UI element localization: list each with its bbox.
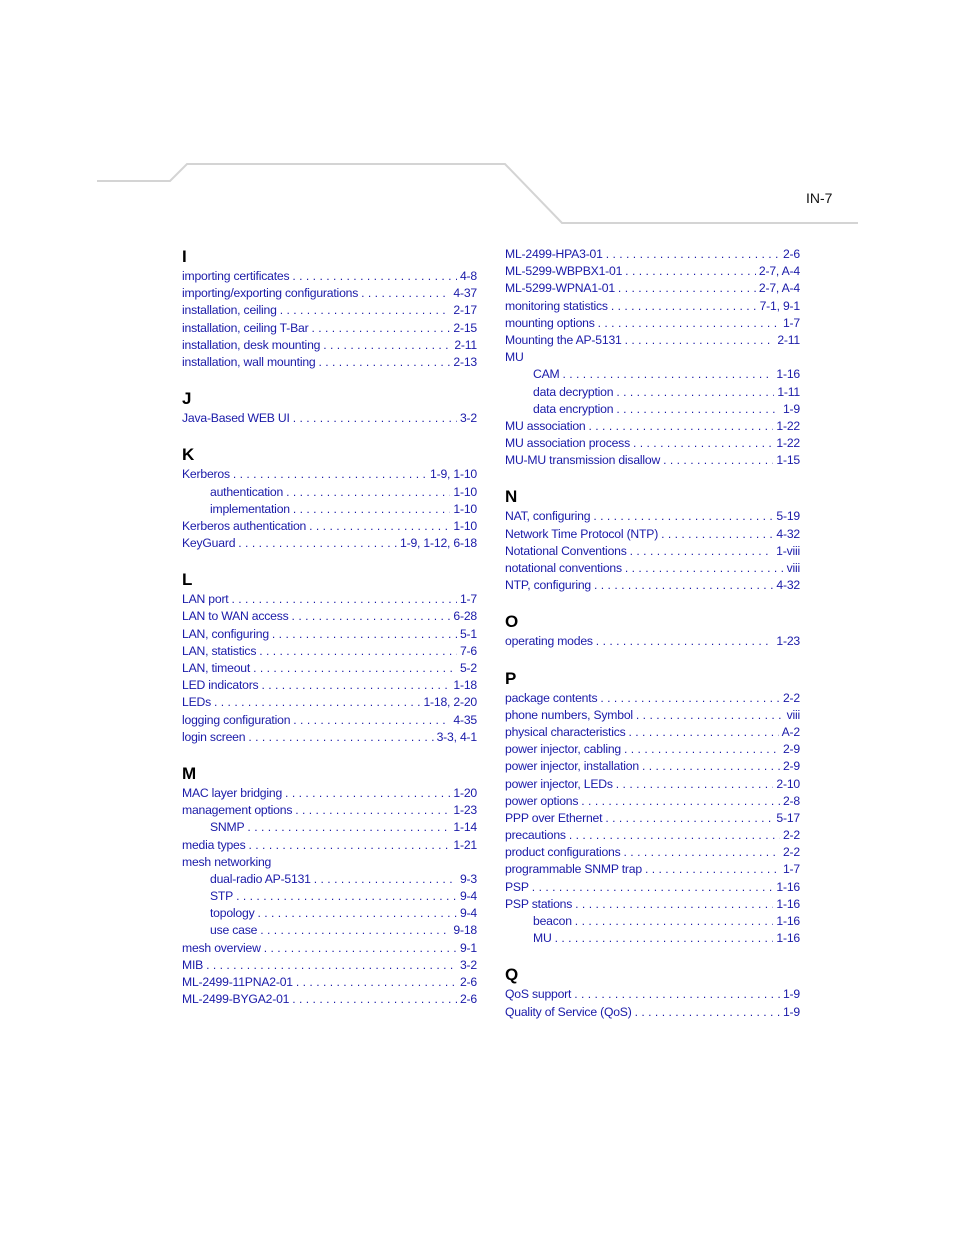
index-entry[interactable]	[182, 802, 477, 819]
page-reference[interactable]: 1-20	[453, 785, 477, 800]
dot-leader	[629, 724, 779, 741]
page-reference[interactable]: 4-37	[453, 286, 477, 301]
page-reference[interactable]: 5-17	[776, 810, 800, 825]
index-entry[interactable]	[505, 776, 800, 793]
dot-leader	[264, 940, 457, 957]
index-column-right	[505, 246, 800, 1021]
page-reference[interactable]: 1-18	[453, 678, 477, 693]
index-term[interactable]: data decryption	[533, 384, 614, 399]
dot-leader	[605, 810, 773, 827]
page-reference[interactable]: viii	[786, 561, 800, 575]
index-term[interactable]: notational conventions	[505, 561, 622, 575]
index-term[interactable]: logging configuration	[182, 712, 291, 727]
page-reference[interactable]: 2-2	[782, 828, 800, 843]
index-entry[interactable]	[505, 452, 800, 469]
page-reference[interactable]: 1-16	[776, 879, 800, 894]
page-reference[interactable]: 4-32	[776, 578, 800, 593]
index-entry[interactable]	[505, 349, 800, 366]
index-entry[interactable]	[182, 940, 477, 957]
index-entry[interactable]	[505, 263, 800, 280]
index-entry[interactable]	[182, 302, 477, 319]
index-entry[interactable]	[182, 354, 477, 371]
dot-leader	[532, 879, 774, 896]
index-term[interactable]: operating modes	[505, 634, 593, 649]
page-reference[interactable]: 1-9	[782, 987, 800, 1002]
index-entry[interactable]	[505, 526, 800, 543]
index-term[interactable]: Network Time Protocol (NTP)	[505, 526, 659, 541]
index-subentry[interactable]	[505, 930, 800, 947]
section-spacer	[182, 746, 477, 763]
section-spacer	[182, 371, 477, 388]
index-term[interactable]: Kerberos authentication	[182, 518, 307, 533]
dot-leader	[625, 560, 784, 577]
page-reference[interactable]: 1-23	[453, 803, 477, 818]
index-term[interactable]: installation, wall mounting	[182, 354, 316, 369]
index-entry[interactable]	[505, 724, 800, 741]
page-reference[interactable]: 5-19	[776, 509, 800, 524]
index-term[interactable]: MU-MU transmission disallow	[505, 453, 661, 468]
dot-leader	[318, 354, 450, 371]
dot-leader	[630, 543, 774, 560]
index-term[interactable]: package contents	[505, 690, 598, 705]
index-term[interactable]: mesh networking	[182, 854, 272, 869]
index-entry[interactable]	[505, 707, 800, 724]
index-entry[interactable]	[182, 974, 477, 991]
page-reference[interactable]: 1-21	[453, 837, 477, 852]
index-term[interactable]: MU association process	[505, 436, 630, 451]
index-term[interactable]: media types	[182, 837, 246, 852]
index-entry[interactable]	[505, 827, 800, 844]
index-entry[interactable]	[182, 337, 477, 354]
dot-leader	[247, 819, 450, 836]
index-entry[interactable]	[182, 729, 477, 746]
page-reference[interactable]: 9-3	[459, 871, 477, 886]
page-reference[interactable]: 3-3, 4-1	[436, 729, 477, 744]
page-reference[interactable]: 9-4	[459, 906, 477, 921]
dot-leader	[295, 802, 450, 819]
dot-leader	[593, 508, 773, 525]
page-reference[interactable]: 1-10	[453, 501, 477, 516]
index-entry[interactable]	[505, 633, 800, 650]
dot-leader	[293, 501, 451, 518]
index-letter-heading: M	[182, 763, 197, 783]
page-reference[interactable]: 1-16	[776, 896, 800, 911]
index-term[interactable]: STP	[210, 889, 234, 904]
index-column-left	[182, 246, 477, 1008]
index-subentry[interactable]	[505, 366, 800, 383]
index-term[interactable]: programmable SNMP trap	[505, 862, 642, 877]
index-entry[interactable]	[505, 246, 800, 263]
index-entry[interactable]	[182, 694, 477, 711]
index-subentry[interactable]	[182, 871, 477, 888]
index-letter-heading: J	[182, 389, 192, 409]
page-reference[interactable]: 7-6	[459, 643, 477, 658]
dot-leader	[260, 922, 450, 939]
dot-leader	[606, 246, 780, 263]
index-term[interactable]: PSP	[505, 879, 529, 894]
page-reference[interactable]: viii	[786, 707, 800, 722]
page-reference[interactable]: 1-16	[776, 914, 800, 928]
index-term[interactable]: QoS support	[505, 987, 572, 1002]
page-reference[interactable]: 2-7, A-4	[758, 264, 800, 279]
index-term[interactable]: SNMP	[210, 820, 245, 835]
index-subentry[interactable]	[505, 913, 800, 930]
dot-leader	[286, 484, 450, 501]
index-entry[interactable]	[182, 466, 477, 483]
index-entry[interactable]	[182, 591, 477, 608]
index-entry[interactable]	[505, 861, 800, 878]
page-reference[interactable]: 1-11	[777, 384, 800, 399]
page-reference[interactable]: 2-2	[782, 690, 800, 705]
index-term[interactable]: LED indicators	[182, 678, 259, 693]
page-reference[interactable]: 3-2	[459, 411, 477, 426]
dot-leader	[248, 729, 433, 746]
page-reference[interactable]: 1-22	[776, 418, 800, 433]
index-term[interactable]: MU association	[505, 418, 586, 433]
page-reference[interactable]: 2-9	[782, 759, 800, 774]
index-term[interactable]: monitoring statistics	[505, 298, 608, 313]
dot-leader	[600, 690, 780, 707]
index-entry[interactable]	[182, 957, 477, 974]
dot-leader	[625, 263, 756, 280]
index-term[interactable]: Java-Based WEB UI	[182, 411, 290, 426]
index-term[interactable]: power injector, cabling	[505, 742, 621, 757]
index-term[interactable]: precautions	[505, 828, 566, 843]
dot-leader	[625, 332, 775, 349]
dot-leader	[616, 776, 774, 793]
index-term[interactable]: product configurations	[505, 845, 621, 860]
index-entry[interactable]	[505, 810, 800, 827]
page-reference[interactable]: 2-17	[453, 303, 477, 318]
index-entry[interactable]	[505, 986, 800, 1003]
index-entry[interactable]	[182, 320, 477, 337]
page-reference[interactable]: 2-6	[782, 247, 800, 261]
page-reference[interactable]: 1-9	[782, 1004, 800, 1019]
page-reference[interactable]: 2-8	[782, 793, 800, 808]
index-term[interactable]: authentication	[210, 484, 284, 499]
index-subentry[interactable]	[182, 501, 477, 518]
dot-leader	[636, 707, 784, 724]
dot-leader	[249, 837, 451, 854]
index-term[interactable]: ML-2499-BYGA2-01	[182, 992, 290, 1007]
dot-leader	[575, 913, 774, 930]
dot-leader	[635, 1004, 780, 1021]
page-reference[interactable]: 1-16	[776, 931, 800, 946]
index-term[interactable]: Notational Conventions	[505, 543, 627, 558]
dot-leader	[257, 905, 457, 922]
index-term[interactable]: data encryption	[533, 401, 614, 416]
page-reference[interactable]: 2-13	[453, 354, 477, 369]
page-reference[interactable]: 2-15	[453, 320, 477, 335]
dot-leader	[361, 285, 450, 302]
section-spacer	[505, 651, 800, 668]
page-reference[interactable]: 2-2	[782, 845, 800, 860]
index-entry[interactable]	[505, 332, 800, 349]
page-reference[interactable]: 1-7	[459, 592, 477, 607]
index-letter-heading: P	[505, 668, 517, 688]
dot-leader	[272, 626, 457, 643]
page-reference[interactable]: 1-10	[453, 484, 477, 499]
index-entry[interactable]	[505, 758, 800, 775]
page-reference[interactable]: 2-6	[459, 992, 477, 1007]
page-reference[interactable]: 6-28	[453, 609, 477, 624]
section-spacer	[182, 552, 477, 569]
page-reference[interactable]: 1-14	[453, 820, 477, 835]
index-entry[interactable]	[182, 837, 477, 854]
index-term[interactable]: NAT, configuring	[505, 509, 591, 524]
dot-leader	[624, 844, 780, 861]
page-reference[interactable]: 9-4	[459, 889, 477, 904]
index-term[interactable]: implementation	[210, 501, 290, 516]
page-reference[interactable]: 7-1, 9-1	[759, 298, 800, 313]
index-term[interactable]: importing certificates	[182, 269, 290, 283]
index-term[interactable]: management options	[182, 803, 293, 818]
index-term[interactable]: Mounting the AP-5131	[505, 332, 622, 347]
index-entry[interactable]	[182, 285, 477, 302]
dot-leader	[645, 861, 780, 878]
dot-leader	[661, 526, 773, 543]
index-entry[interactable]	[182, 643, 477, 660]
dot-leader	[624, 741, 780, 758]
page-reference[interactable]: A-2	[781, 724, 800, 739]
index-entry[interactable]	[505, 560, 800, 577]
index-subentry[interactable]	[505, 401, 800, 418]
page-reference[interactable]: 3-2	[459, 957, 477, 972]
dot-leader	[323, 337, 451, 354]
dot-leader	[574, 986, 780, 1003]
index-term[interactable]: importing/exporting configurations	[182, 286, 359, 301]
page-reference[interactable]: 1-16	[776, 367, 800, 382]
index-entry[interactable]	[505, 1004, 800, 1021]
index-term[interactable]: dual-radio AP-5131	[210, 871, 311, 886]
index-entry[interactable]	[505, 280, 800, 297]
index-term[interactable]: LAN, timeout	[182, 661, 251, 675]
dot-leader	[236, 888, 457, 905]
index-term[interactable]: MU	[533, 931, 552, 946]
index-term[interactable]: power options	[505, 793, 579, 808]
dot-leader	[633, 435, 773, 452]
dot-leader	[261, 677, 450, 694]
index-term[interactable]: NTP, configuring	[505, 578, 591, 593]
index-term[interactable]: PSP stations	[505, 896, 573, 911]
dot-leader	[292, 608, 451, 625]
page-reference[interactable]: 1-9	[782, 401, 800, 416]
index-term[interactable]: LEDs	[182, 695, 212, 710]
dot-leader	[206, 957, 457, 974]
page-reference[interactable]: 4-8	[459, 269, 477, 283]
index-term[interactable]: Kerberos	[182, 467, 230, 482]
page-reference[interactable]: 2-9	[782, 742, 800, 757]
section-spacer	[182, 427, 477, 444]
index-letter-heading: O	[505, 612, 519, 632]
page-reference[interactable]: 1-7	[782, 315, 800, 330]
index-term[interactable]: power injector, LEDs	[505, 776, 613, 791]
dot-leader	[569, 827, 780, 844]
section-spacer	[505, 947, 800, 964]
dot-leader	[296, 974, 457, 991]
dot-leader	[309, 518, 450, 535]
dot-leader	[214, 694, 420, 711]
index-term[interactable]: LAN, statistics	[182, 643, 257, 658]
index-entry[interactable]	[505, 435, 800, 452]
dot-leader	[616, 384, 774, 401]
dot-leader	[259, 643, 457, 660]
index-term[interactable]: ML-5299-WBPBX1-01	[505, 264, 623, 279]
index-term[interactable]: login screen	[182, 729, 246, 744]
index-term[interactable]: beacon	[533, 914, 572, 928]
index-term[interactable]: mesh overview	[182, 940, 261, 955]
index-entry[interactable]	[182, 268, 477, 285]
index-subentry[interactable]	[505, 384, 800, 401]
index-entry[interactable]	[505, 690, 800, 707]
index-entry[interactable]	[505, 793, 800, 810]
index-entry[interactable]	[505, 741, 800, 758]
page-reference[interactable]: 1-10	[453, 518, 477, 533]
dot-leader	[575, 896, 773, 913]
index-term[interactable]: PPP over Ethernet	[505, 810, 603, 825]
dot-leader	[642, 758, 780, 775]
dot-leader	[598, 315, 780, 332]
dot-leader	[292, 991, 457, 1008]
index-term[interactable]: physical characteristics	[505, 724, 626, 739]
dot-leader	[232, 591, 457, 608]
dot-leader	[311, 320, 450, 337]
dot-leader	[314, 871, 457, 888]
index-letter-heading: Q	[505, 965, 519, 985]
page-reference[interactable]: 1-9, 1-12, 6-18	[400, 536, 477, 551]
dot-leader	[562, 366, 773, 383]
index-term[interactable]: MAC layer bridging	[182, 785, 283, 800]
index-term[interactable]: power injector, installation	[505, 759, 639, 774]
index-entry[interactable]	[182, 991, 477, 1008]
page-reference[interactable]: 4-32	[776, 526, 800, 541]
index-entry[interactable]	[505, 879, 800, 896]
index-entry[interactable]	[182, 712, 477, 729]
page-reference[interactable]: 1-7	[782, 862, 800, 877]
index-entry[interactable]	[182, 854, 477, 871]
dot-leader	[285, 785, 450, 802]
dot-leader	[280, 302, 451, 319]
index-term[interactable]: use case	[210, 923, 258, 938]
index-term[interactable]: ML-5299-WPNA1-01	[505, 281, 615, 296]
dot-leader	[594, 577, 773, 594]
page-reference[interactable]: 2-7, A-4	[758, 281, 800, 296]
page-reference[interactable]: 1-22	[776, 436, 800, 451]
index-entry[interactable]	[182, 626, 477, 643]
index-term[interactable]: ML-2499-11PNA2-01	[182, 975, 293, 989]
section-spacer	[505, 469, 800, 486]
index-subentry[interactable]	[182, 922, 477, 939]
page-reference[interactable]: 5-1	[459, 626, 477, 641]
dot-leader	[618, 280, 756, 297]
index-entry[interactable]	[182, 410, 477, 427]
page-reference[interactable]: 1-23	[776, 634, 800, 649]
index-entry[interactable]	[182, 660, 477, 677]
index-term[interactable]: installation, ceiling T-Bar	[182, 320, 309, 335]
index-term[interactable]: CAM	[533, 367, 560, 382]
index-entry[interactable]	[505, 508, 800, 525]
page-reference[interactable]: 2-11	[454, 337, 477, 352]
index-entry[interactable]	[505, 298, 800, 315]
index-term[interactable]: MIB	[182, 957, 204, 972]
page-reference[interactable]: 5-2	[459, 661, 477, 675]
index-term[interactable]: KeyGuard	[182, 536, 236, 551]
dot-leader	[293, 410, 457, 427]
index-term[interactable]: MU	[505, 350, 524, 365]
dot-leader	[581, 793, 780, 810]
index-entry[interactable]	[505, 418, 800, 435]
index-entry[interactable]	[505, 543, 800, 560]
index-term[interactable]: phone numbers, Symbol	[505, 707, 633, 722]
dot-leader	[589, 418, 774, 435]
dot-leader	[238, 535, 397, 552]
index-subentry[interactable]	[182, 888, 477, 905]
index-term[interactable]: mounting options	[505, 315, 595, 330]
index-entry[interactable]	[182, 677, 477, 694]
index-term[interactable]: Quality of Service (QoS)	[505, 1004, 632, 1019]
dot-leader	[233, 466, 427, 483]
index-subentry[interactable]	[182, 484, 477, 501]
index-term[interactable]: ML-2499-HPA3-01	[505, 247, 603, 261]
section-spacer	[505, 594, 800, 611]
page-reference[interactable]: 9-18	[453, 923, 477, 938]
index-subentry[interactable]	[182, 905, 477, 922]
page-reference[interactable]: 1-viii	[776, 543, 800, 558]
page-reference[interactable]: 1-18, 2-20	[423, 695, 477, 710]
dot-leader	[292, 268, 457, 285]
dot-leader	[663, 452, 773, 469]
index-entry[interactable]	[505, 577, 800, 594]
page-reference[interactable]: 2-11	[777, 332, 800, 347]
page-reference[interactable]: 1-15	[776, 453, 800, 468]
index-term[interactable]: installation, ceiling	[182, 303, 277, 318]
index-letter-heading: I	[182, 247, 187, 266]
index-term[interactable]: LAN port	[182, 592, 229, 607]
index-term[interactable]: LAN to WAN access	[182, 609, 289, 624]
dot-leader	[253, 660, 457, 677]
index-letter-heading: K	[182, 445, 195, 465]
index-entry[interactable]	[505, 844, 800, 861]
dot-leader	[293, 712, 450, 729]
page-reference[interactable]: 4-35	[453, 712, 477, 727]
index-term[interactable]: topology	[210, 906, 255, 921]
index-letter-heading: N	[505, 487, 518, 507]
page-reference[interactable]: 2-10	[776, 776, 800, 791]
dot-leader	[616, 401, 780, 418]
page-reference[interactable]: 1-9, 1-10	[430, 467, 477, 482]
dot-leader	[555, 930, 774, 947]
dot-leader	[596, 633, 774, 650]
page-reference[interactable]: 9-1	[459, 940, 477, 955]
page-reference[interactable]: 2-6	[459, 975, 477, 989]
index-letter-heading: L	[182, 570, 193, 590]
page-number: IN-7	[806, 190, 833, 206]
index-entry[interactable]	[182, 785, 477, 802]
index-term[interactable]: LAN, configuring	[182, 626, 269, 641]
index-entry[interactable]	[182, 608, 477, 625]
dot-leader	[611, 298, 757, 315]
index-entry[interactable]	[182, 535, 477, 552]
index-term[interactable]: installation, desk mounting	[182, 337, 321, 352]
index-entry[interactable]	[182, 518, 477, 535]
index-subentry[interactable]	[182, 819, 477, 836]
index-entry[interactable]	[505, 315, 800, 332]
index-entry[interactable]	[505, 896, 800, 913]
